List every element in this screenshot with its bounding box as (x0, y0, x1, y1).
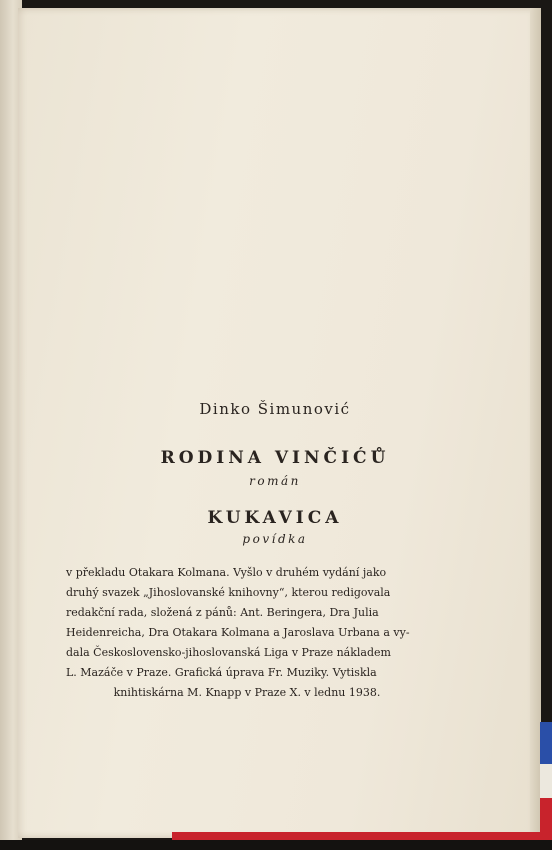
colophon-line: Heidenreicha, Dra Otakara Kolmana a Jaroslava Urbana a vy- (66, 626, 410, 639)
book-page (18, 8, 541, 838)
colophon-line: v překladu Otakara Kolmana. Vyšlo v druhém vydání jako (66, 566, 387, 579)
second-subtitle: povídka (242, 532, 308, 546)
cover-white-stripe (540, 764, 552, 798)
colophon-line: L. Mazáče v Praze. Grafická úprava Fr. Muziky. Vytiskla (66, 666, 377, 679)
cover-blue-stripe (540, 722, 552, 764)
cover-red-stripe-bottom (172, 832, 552, 840)
main-title: RODINA VINČIĆŮ (160, 448, 390, 468)
second-title: KUKAVICA (207, 508, 343, 528)
colophon-line: redakční rada, složená z pánů: Ant. Beringera, Dra Julia (66, 606, 379, 619)
colophon-line: druhý svazek „Jihoslovanské knihovny“, kterou redigovala (66, 586, 391, 599)
colophon (66, 563, 428, 703)
page-edge (530, 8, 541, 838)
colophon-line: knihtiskárna M. Knapp v Praze X. v lednu 1938. (113, 686, 381, 699)
main-subtitle: román (249, 474, 301, 488)
colophon-line: dala Československo-jihoslovanská Liga v Praze nákladem (66, 646, 391, 659)
author-name: Dinko Šimunović (199, 400, 351, 418)
background-edge (0, 840, 552, 850)
